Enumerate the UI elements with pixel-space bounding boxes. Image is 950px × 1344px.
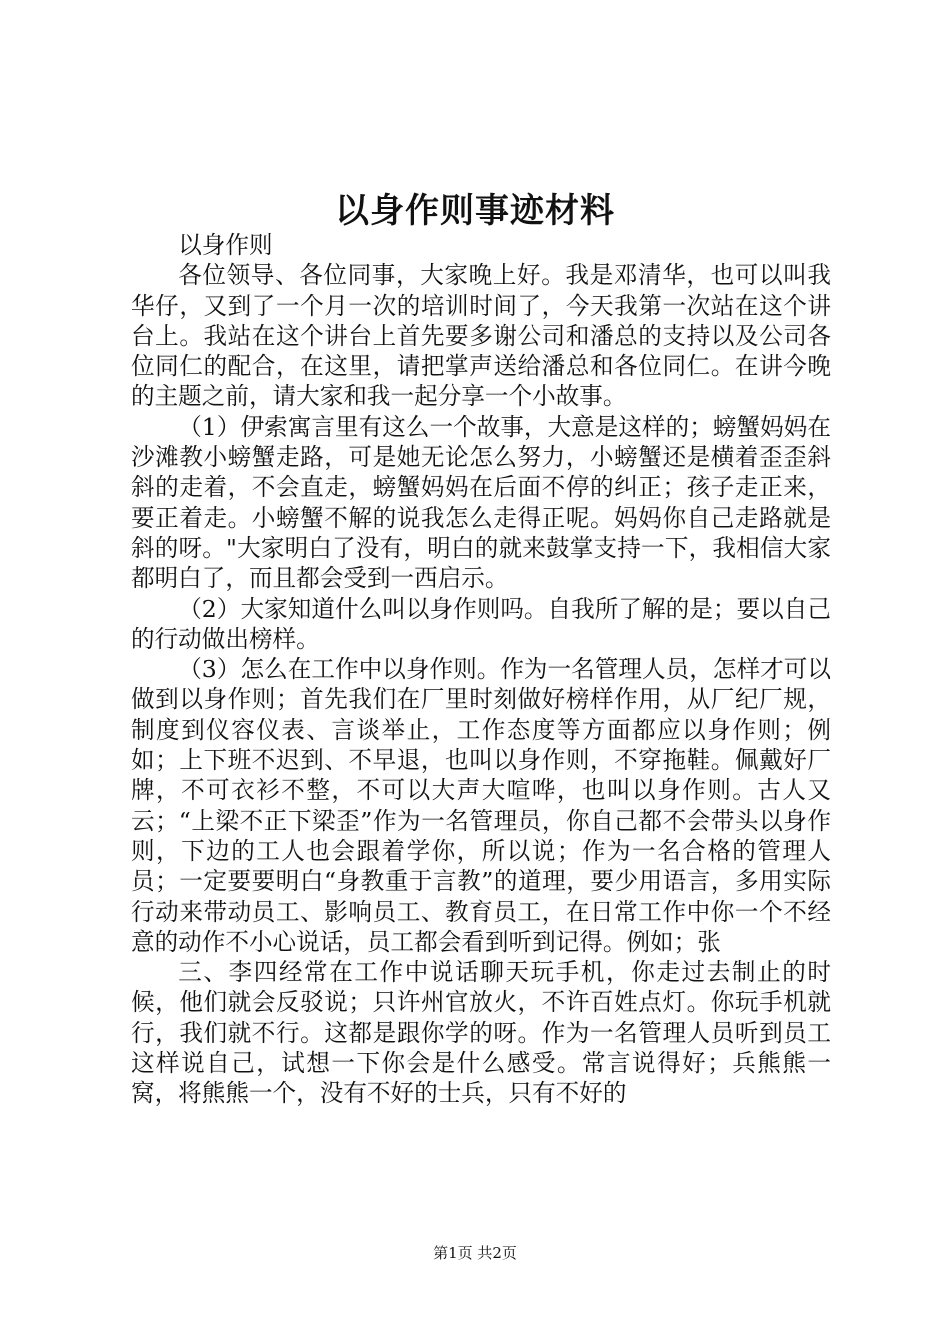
paragraph-heading: 以身作则 <box>178 231 273 259</box>
paragraph: （1）伊索寓言里有这么一个故事，大意是这样的；螃蟹妈妈在沙滩教小螃蟹走路，可是她无论怎么努力，小螃蟹还是横着歪歪斜斜的走着，不会直走，螃蟹妈妈在后面不停的纠正；孩子走正来，要正着走。小螃蟹不解的说我怎么走得正呢。妈妈你自己走路就是斜的呀。"大家明白了没有，明白的就来鼓掌支持一下，我相信大家都明白了，而且都会受到一西启示。 <box>131 412 831 593</box>
paragraph: 各位领导、各位同事，大家晚上好。我是邓清华，也可以叫我华仔，又到了一个月一次的培训时间了，今天我第一次站在这个讲台上。我站在这个讲台上首先要多谢公司和潘总的支持以及公司各位同仁的配合，在这里，请把掌声送给潘总和各位同仁。在讲今晚的主题之前，请大家和我一起分享一个小故事。 <box>131 261 831 411</box>
document-title: 以身作则事迹材料 <box>335 191 615 231</box>
paragraph: 三、李四经常在工作中说话聊天玩手机，你走过去制止的时候，他们就会反驳说；只许州官放火，不许百姓点灯。你玩手机就行，我们就不行。这都是跟你学的呀。作为一名管理人员听到员工这样说自己，试想一下你会是什么感受。常言说得好；兵熊熊一窝，将熊熊一个，没有不好的士兵，只有不好的 <box>131 958 831 1108</box>
paragraph: （3）怎么在工作中以身作则。作为一名管理人员，怎样才可以做到以身作则；首先我们在厂里时刻做好榜样作用，从厂纪厂规，制度到仪容仪表、言谈举止，工作态度等方面都应以身作则；例如；上下班不迟到、不早退，也叫以身作则，不穿拖鞋。佩戴好厂牌，不可衣衫不整，不可以大声大喧哗，也叫以身作则。古人又云；“上梁不正下梁歪”作为一名管理员，你自己都不会带头以身作则，下边的工人也会跟着学你，所以说；作为一名合格的管理人员；一定要要明白“身教重于言教”的道理，要少用语言，多用实际行动来带动员工、影响员工、教育员工，在日常工作中你一个不经意的动作不小心说话，员工都会看到听到记得。例如；张 <box>131 655 831 956</box>
document-body <box>131 230 831 1109</box>
page-footer: 第1页 共2页 <box>433 1244 517 1262</box>
paragraph: （2）大家知道什么叫以身作则吗。自我所了解的是；要以自己的行动做出榜样。 <box>131 594 831 653</box>
